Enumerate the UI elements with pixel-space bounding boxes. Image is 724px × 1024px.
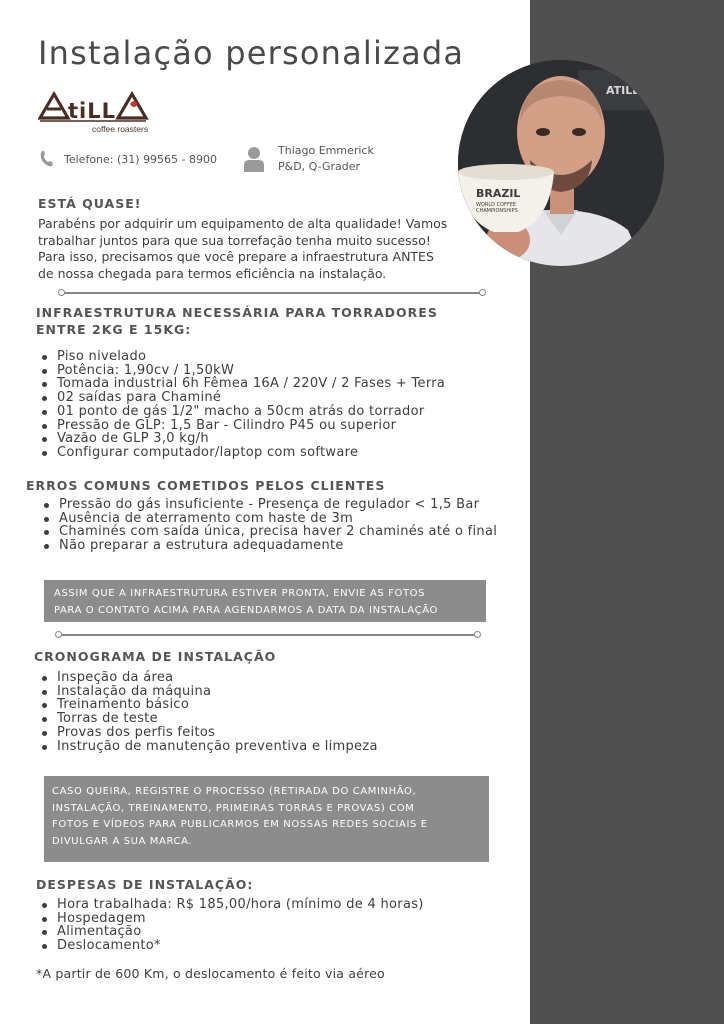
intro-line: trabalhar juntos para que sua torrefação tenha muito sucesso! (38, 232, 431, 248)
list-item: Instalação da máquina (38, 685, 378, 699)
profile-photo (458, 60, 664, 266)
list-item: Instrução de manutenção preventiva e limpeza (38, 740, 378, 754)
intro-line: de nossa chegada para termos eficiência na instalação. (38, 265, 387, 281)
list-item: Não preparar a estrutura adequadamente (40, 539, 497, 553)
list-item: Alimentação (38, 925, 424, 939)
page-title: Instalação personalizada (38, 34, 465, 72)
errors-heading: ERROS COMUNS COMETIDOS PELOS CLIENTES (26, 478, 386, 493)
expenses-list (38, 898, 424, 953)
person-name: Thiago Emmerick (278, 144, 374, 157)
list-item: Configurar computador/laptop com software (38, 446, 445, 460)
list-item: Ausência de aterramento com haste de 3m (40, 512, 497, 526)
list-item: Hora trabalhada: R$ 185,00/hora (mínimo de 4 horas) (38, 898, 424, 912)
list-item: Piso nivelado (38, 350, 445, 364)
list-item: Potência: 1,90cv / 1,50kW (38, 364, 445, 378)
intro-paragraph (38, 216, 447, 282)
cup-text-3: CHAMPIONSHIPS (476, 208, 518, 214)
logo-subtitle: coffee roasters (92, 124, 149, 134)
infra-list (38, 350, 445, 460)
phone-icon (40, 150, 54, 168)
list-item: Tomada industrial 6h Fêmea 16A / 220V / 2 Fases + Terra (38, 377, 445, 391)
infra-heading-line: ENTRE 2KG E 15KG: (36, 322, 192, 337)
list-item: Vazão de GLP 3,0 kg/h (38, 432, 445, 446)
notice-line: INSTALAÇÃO, TREINAMENTO, PRIMEIRAS TORRAS E PROVAS) COM (52, 802, 415, 814)
photo-bg-text: ATILLA (606, 84, 648, 97)
list-item: Deslocamento* (38, 939, 424, 953)
footnote: *A partir de 600 Km, o deslocamento é feito via aéreo (36, 966, 385, 981)
list-item: 02 saídas para Chaminé (38, 391, 445, 405)
notice-line: PARA O CONTATO ACIMA PARA AGENDARMOS A DATA DA INSTALAÇÃO (54, 604, 438, 616)
list-item: Provas dos perfis feitos (38, 726, 378, 740)
schedule-heading: CRONOGRAMA DE INSTALAÇÃO (34, 649, 277, 664)
cup-text-2: WORLD COFFEE (476, 202, 517, 208)
notice-box-photos (44, 580, 486, 622)
person-role: P&D, Q-Grader (278, 160, 361, 173)
svg-text:tiLL: tiLL (68, 99, 116, 123)
list-item: Pressão de GLP: 1,5 Bar - Cilindro P45 ou superior (38, 419, 445, 433)
divider (58, 287, 486, 299)
list-item: Chaminés com saída única, precisa haver 2 chaminés até o final (40, 525, 497, 539)
contact-phone (40, 150, 217, 168)
intro-heading: ESTÁ QUASE! (38, 196, 142, 211)
notice-line: CASO QUEIRA, REGISTRE O PROCESSO (RETIRADA DO CAMINHÃO, (52, 786, 417, 797)
infra-heading (36, 304, 438, 338)
intro-line: Para isso, precisamos que você prepare a infraestrutura ANTES (38, 249, 434, 264)
list-item: 01 ponto de gás 1/2" macho a 50cm atrás do torrador (38, 405, 445, 419)
phone-text: Telefone: (31) 99565 - 8900 (64, 152, 218, 166)
notice-line: DIVULGAR A SUA MARCA. (52, 835, 193, 847)
schedule-list (38, 671, 378, 753)
intro-line: Parabéns por adquirir um equipamento de alta qualidade! Vamos (38, 216, 448, 231)
contact-person (244, 143, 374, 175)
expenses-heading: DESPESAS DE INSTALAÇÃO: (36, 877, 254, 892)
profile-photo-art (458, 60, 664, 266)
notice-box-register (44, 776, 489, 862)
user-icon (244, 146, 264, 172)
notice-line: FOTOS E VÍDEOS PARA PUBLICARMOS EM NOSSAS REDES SOCIAIS E (52, 819, 428, 830)
notice-line: ASSIM QUE A INFRAESTRUTURA ESTIVER PRONTA, ENVIE AS FOTOS (54, 588, 426, 599)
divider (55, 629, 481, 641)
list-item: Torras de teste (38, 712, 378, 726)
errors-list (40, 498, 497, 553)
cup-text-1: BRAZIL (476, 187, 521, 200)
list-item: Hospedagem (38, 912, 424, 926)
infra-heading-line: INFRAESTRUTURA NECESSÁRIA PARA TORRADORES (36, 305, 438, 320)
list-item: Pressão do gás insuficiente - Presença de regulador < 1,5 Bar (40, 498, 497, 512)
list-item: Inspeção da área (38, 671, 378, 685)
list-item: Treinamento básico (38, 698, 378, 712)
